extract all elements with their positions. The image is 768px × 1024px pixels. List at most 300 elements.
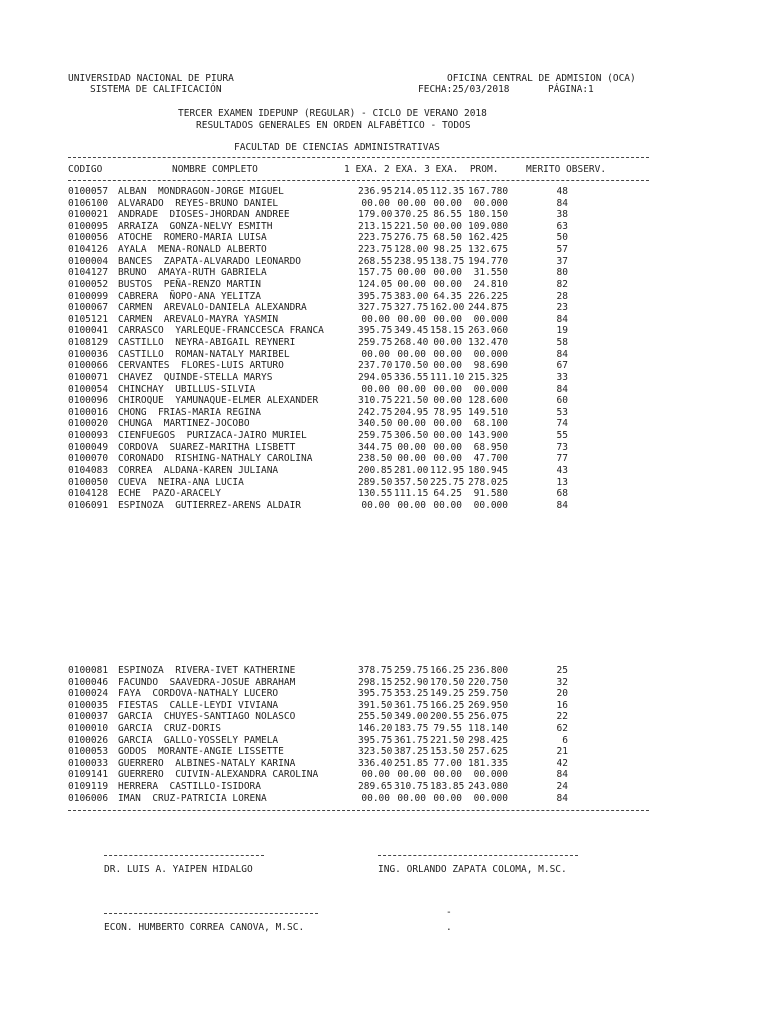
table-row bbox=[68, 325, 658, 337]
merit-rank: 60 bbox=[556, 395, 568, 407]
exam-3-score: 183.85 bbox=[430, 781, 465, 792]
student-name: FIESTAS CALLE-LEYDI VIVIANA bbox=[118, 699, 279, 711]
exam-3-score: 77.00 bbox=[433, 757, 462, 769]
exam-3-score: 225.75 bbox=[430, 476, 465, 488]
table-row bbox=[68, 279, 658, 291]
student-name: CARRASCO YARLEQUE-FRANCCESCA FRANCA bbox=[118, 325, 324, 337]
student-code: 0105121 bbox=[68, 313, 109, 325]
merit-rank: 37 bbox=[556, 255, 568, 267]
student-code: 0100066 bbox=[68, 360, 109, 372]
average-score: 194.770 bbox=[468, 255, 509, 267]
exam-2-score: 238.95 bbox=[394, 255, 429, 267]
signature-line-1 bbox=[104, 855, 264, 856]
table-row bbox=[68, 700, 658, 712]
exam-3-score: 00.00 bbox=[433, 441, 462, 453]
exam-1-score: 289.65 bbox=[358, 781, 393, 792]
exam-1-score: 00.00 bbox=[361, 499, 390, 511]
merit-rank: 63 bbox=[556, 220, 568, 232]
exam-2-score: 00.00 bbox=[397, 453, 426, 465]
exam-1-score: 268.55 bbox=[358, 255, 393, 267]
table-row bbox=[68, 488, 658, 500]
signatory-2: ING. ORLANDO ZAPATA COLOMA, M.SC. bbox=[378, 864, 567, 875]
table-row bbox=[68, 430, 658, 442]
student-code: 0106006 bbox=[68, 792, 109, 804]
student-name: GARCIA CRUZ-DORIS bbox=[118, 723, 221, 734]
student-code: 0100095 bbox=[68, 220, 109, 232]
merit-rank: 84 bbox=[556, 197, 568, 209]
merit-rank: 84 bbox=[556, 769, 568, 781]
student-code: 0104127 bbox=[68, 267, 109, 279]
exam-1-score: 391.50 bbox=[358, 699, 393, 711]
student-code: 0100057 bbox=[68, 186, 109, 197]
table-row bbox=[68, 337, 658, 349]
student-name: CASTILLO ROMAN-NATALY MARIBEL bbox=[118, 348, 290, 360]
exam-3-score: 00.00 bbox=[433, 395, 462, 407]
exam-3-score: 64.35 bbox=[433, 290, 462, 302]
exam-3-score: 00.00 bbox=[433, 337, 462, 349]
header-rule-bottom bbox=[68, 180, 649, 181]
student-name: GODOS MORANTE-ANGIE LISSETTE bbox=[118, 746, 284, 758]
exam-1-score: 344.75 bbox=[358, 441, 393, 453]
exam-2-score: 00.00 bbox=[397, 792, 426, 804]
student-code: 0106100 bbox=[68, 197, 109, 209]
merit-rank: 77 bbox=[556, 453, 568, 465]
student-name: ESPINOZA GUTIERREZ-ARENS ALDAIR bbox=[118, 499, 302, 511]
exam-2-score: 306.50 bbox=[394, 430, 429, 442]
student-name: IMAN CRUZ-PATRICIA LORENA bbox=[118, 792, 267, 804]
exam-3-score: 166.25 bbox=[430, 699, 465, 711]
exam-3-score: 138.75 bbox=[430, 255, 465, 267]
exam-1-score: 298.15 bbox=[358, 676, 393, 688]
exam-1-score: 00.00 bbox=[361, 792, 390, 804]
average-score: 143.900 bbox=[468, 430, 509, 442]
col-codigo: CODIGO bbox=[68, 164, 103, 175]
table-row bbox=[68, 198, 658, 210]
exam-2-score: 170.50 bbox=[394, 360, 429, 372]
student-code: 0100093 bbox=[68, 430, 109, 442]
table-row bbox=[68, 360, 658, 372]
average-score: 236.800 bbox=[468, 665, 509, 676]
exam-1-score: 124.05 bbox=[358, 278, 393, 290]
student-name: ARRAIZA GONZA-NELVY ESMITH bbox=[118, 220, 273, 232]
student-code: 0100026 bbox=[68, 734, 109, 746]
student-name: ATOCHE ROMERO-MARIA LUISA bbox=[118, 232, 267, 244]
signature-line-3 bbox=[104, 913, 318, 914]
merit-rank: 43 bbox=[556, 464, 568, 476]
student-code: 0100099 bbox=[68, 290, 109, 302]
exam-3-score: 112.35 bbox=[430, 186, 465, 197]
exam-3-score: 166.25 bbox=[430, 665, 465, 676]
merit-rank: 32 bbox=[556, 676, 568, 688]
exam-2-score: 281.00 bbox=[394, 464, 429, 476]
average-score: 00.000 bbox=[473, 769, 508, 781]
exam-2-score: 276.75 bbox=[394, 232, 429, 244]
merit-rank: 25 bbox=[556, 665, 568, 676]
merit-rank: 20 bbox=[556, 688, 568, 700]
exam-2-score: 00.00 bbox=[397, 499, 426, 511]
merit-rank: 21 bbox=[556, 746, 568, 758]
merit-rank: 84 bbox=[556, 313, 568, 325]
exam-2-score: 251.85 bbox=[394, 757, 429, 769]
average-score: 259.750 bbox=[468, 688, 509, 700]
average-score: 24.810 bbox=[473, 278, 508, 290]
exam-1-score: 327.75 bbox=[358, 302, 393, 314]
student-name: CORREA ALDANA-KAREN JULIANA bbox=[118, 464, 279, 476]
exam-1-score: 236.95 bbox=[358, 186, 393, 197]
signature-line-4: - bbox=[446, 907, 452, 918]
exam-1-score: 00.00 bbox=[361, 313, 390, 325]
average-score: 68.100 bbox=[473, 418, 508, 430]
average-score: 47.700 bbox=[473, 453, 508, 465]
student-code: 0100033 bbox=[68, 757, 109, 769]
average-score: 167.780 bbox=[468, 186, 509, 197]
student-code: 0104128 bbox=[68, 488, 109, 500]
exam-2-score: 221.50 bbox=[394, 220, 429, 232]
exam-3-score: 00.00 bbox=[433, 453, 462, 465]
table-row bbox=[68, 244, 658, 256]
average-score: 220.750 bbox=[468, 676, 509, 688]
student-name: ESPINOZA RIVERA-IVET KATHERINE bbox=[118, 665, 296, 676]
table-row bbox=[68, 500, 658, 512]
merit-rank: 73 bbox=[556, 441, 568, 453]
student-code: 0104126 bbox=[68, 244, 109, 256]
page-number: PÁGINA:1 bbox=[548, 84, 594, 95]
student-name: CORONADO RISHING-NATHALY CAROLINA bbox=[118, 453, 313, 465]
merit-rank: 84 bbox=[556, 348, 568, 360]
average-score: 215.325 bbox=[468, 371, 509, 383]
student-code: 0100056 bbox=[68, 232, 109, 244]
exam-3-score: 64.25 bbox=[433, 488, 462, 500]
student-code: 0100037 bbox=[68, 711, 109, 723]
average-score: 128.600 bbox=[468, 395, 509, 407]
exam-3-score: 79.55 bbox=[433, 723, 462, 734]
table-row bbox=[68, 711, 658, 723]
exam-2-score: 111.15 bbox=[394, 488, 429, 500]
exam-2-score: 310.75 bbox=[394, 781, 429, 792]
student-name: ALVARADO REYES-BRUNO DANIEL bbox=[118, 197, 279, 209]
student-code: 0108129 bbox=[68, 337, 109, 349]
exam-3-score: 00.00 bbox=[433, 430, 462, 442]
student-name: AYALA MENA-RONALD ALBERTO bbox=[118, 244, 267, 256]
average-score: 132.675 bbox=[468, 244, 509, 256]
exam-1-score: 237.70 bbox=[358, 360, 393, 372]
student-code: 0109119 bbox=[68, 781, 109, 792]
table-row bbox=[68, 256, 658, 268]
exam-title: TERCER EXAMEN IDEPUNP (REGULAR) - CICLO DE VERANO 2018 bbox=[178, 108, 487, 119]
merit-rank: 19 bbox=[556, 325, 568, 337]
exam-1-score: 223.75 bbox=[358, 244, 393, 256]
merit-rank: 62 bbox=[556, 723, 568, 734]
average-score: 298.425 bbox=[468, 734, 509, 746]
exam-1-score: 395.75 bbox=[358, 325, 393, 337]
student-name: CHONG FRIAS-MARIA REGINA bbox=[118, 406, 261, 418]
exam-2-score: 00.00 bbox=[397, 267, 426, 279]
exam-2-score: 327.75 bbox=[394, 302, 429, 314]
student-code: 0100096 bbox=[68, 395, 109, 407]
student-name: CUEVA NEIRA-ANA LUCIA bbox=[118, 476, 244, 488]
student-name: CERVANTES FLORES-LUIS ARTURO bbox=[118, 360, 284, 372]
average-score: 00.000 bbox=[473, 792, 508, 804]
col-scores: 1 EXA. 2 EXA. 3 EXA. PROM. bbox=[344, 164, 499, 175]
exam-1-score: 336.40 bbox=[358, 757, 393, 769]
table-row bbox=[68, 665, 658, 677]
table-row bbox=[68, 232, 658, 244]
student-code: 0100041 bbox=[68, 325, 109, 337]
student-code: 0100016 bbox=[68, 406, 109, 418]
exam-1-score: 00.00 bbox=[361, 348, 390, 360]
table-row bbox=[68, 781, 658, 793]
university-name: UNIVERSIDAD NACIONAL DE PIURA bbox=[68, 73, 234, 84]
exam-1-score: 00.00 bbox=[361, 197, 390, 209]
exam-1-score: 242.75 bbox=[358, 406, 393, 418]
table-row bbox=[68, 407, 658, 419]
average-score: 269.950 bbox=[468, 699, 509, 711]
exam-2-score: 00.00 bbox=[397, 348, 426, 360]
col-merito: MERITO OBSERV. bbox=[526, 164, 607, 175]
table-row bbox=[68, 793, 658, 805]
exam-1-score: 255.50 bbox=[358, 711, 393, 723]
student-name: CHUNGA MARTINEZ-JOCOBO bbox=[118, 418, 250, 430]
exam-2-score: 383.00 bbox=[394, 290, 429, 302]
student-name: BUSTOS PEÑA-RENZO MARTIN bbox=[118, 278, 261, 290]
student-name: CARMEN AREVALO-MAYRA YASMIN bbox=[118, 313, 279, 325]
office-name: OFICINA CENTRAL DE ADMISION (OCA) bbox=[447, 73, 636, 84]
exam-3-score: 112.95 bbox=[430, 464, 465, 476]
table-row bbox=[68, 384, 658, 396]
student-code: 0100049 bbox=[68, 441, 109, 453]
student-name: CARMEN AREVALO-DANIELA ALEXANDRA bbox=[118, 302, 307, 314]
exam-1-score: 200.85 bbox=[358, 464, 393, 476]
student-name: CABRERA ÑOPO-ANA YELITZA bbox=[118, 290, 261, 302]
student-name: BANCES ZAPATA-ALVARADO LEONARDO bbox=[118, 255, 302, 267]
exam-3-score: 00.00 bbox=[433, 220, 462, 232]
table-row bbox=[68, 453, 658, 465]
col-nombre: NOMBRE COMPLETO bbox=[172, 164, 258, 175]
student-name: CHAVEZ QUINDE-STELLA MARYS bbox=[118, 371, 273, 383]
exam-3-score: 00.00 bbox=[433, 499, 462, 511]
merit-rank: 38 bbox=[556, 209, 568, 221]
exam-2-score: 357.50 bbox=[394, 476, 429, 488]
student-name: GUERRERO ALBINES-NATALY KARINA bbox=[118, 757, 296, 769]
merit-rank: 50 bbox=[556, 232, 568, 244]
student-name: CHIROQUE YAMUNAQUE-ELMER ALEXANDER bbox=[118, 395, 319, 407]
exam-2-score: 00.00 bbox=[397, 418, 426, 430]
merit-rank: 80 bbox=[556, 267, 568, 279]
exam-3-score: 00.00 bbox=[433, 197, 462, 209]
merit-rank: 16 bbox=[556, 699, 568, 711]
exam-3-score: 78.95 bbox=[433, 406, 462, 418]
average-score: 98.690 bbox=[473, 360, 508, 372]
exam-1-score: 00.00 bbox=[361, 769, 390, 781]
exam-2-score: 00.00 bbox=[397, 441, 426, 453]
merit-rank: 84 bbox=[556, 792, 568, 804]
average-score: 181.335 bbox=[468, 757, 509, 769]
student-code: 0100053 bbox=[68, 746, 109, 758]
average-score: 31.550 bbox=[473, 267, 508, 279]
student-name: CIENFUEGOS PURIZACA-JAIRO MURIEL bbox=[118, 430, 307, 442]
exam-2-score: 00.00 bbox=[397, 278, 426, 290]
table-row bbox=[68, 395, 658, 407]
merit-rank: 84 bbox=[556, 499, 568, 511]
exam-3-score: 111.10 bbox=[430, 371, 465, 383]
average-score: 256.075 bbox=[468, 711, 509, 723]
exam-3-score: 98.25 bbox=[433, 244, 462, 256]
exam-1-score: 00.00 bbox=[361, 383, 390, 395]
exam-1-score: 259.75 bbox=[358, 337, 393, 349]
student-name: FACUNDO SAAVEDRA-JOSUE ABRAHAM bbox=[118, 676, 296, 688]
student-code: 0100046 bbox=[68, 676, 109, 688]
exam-1-score: 223.75 bbox=[358, 232, 393, 244]
average-score: 149.510 bbox=[468, 406, 509, 418]
exam-2-score: 370.25 bbox=[394, 209, 429, 221]
exam-3-score: 00.00 bbox=[433, 792, 462, 804]
table-row bbox=[68, 418, 658, 430]
average-score: 257.625 bbox=[468, 746, 509, 758]
table-row bbox=[68, 349, 658, 361]
merit-rank: 57 bbox=[556, 244, 568, 256]
table-header bbox=[68, 164, 658, 176]
student-name: HERRERA CASTILLO-ISIDORA bbox=[118, 781, 261, 792]
table-row bbox=[68, 688, 658, 700]
table-row bbox=[68, 723, 658, 735]
student-code: 0100020 bbox=[68, 418, 109, 430]
table-row bbox=[68, 314, 658, 326]
student-name: CASTILLO NEYRA-ABIGAIL REYNERI bbox=[118, 337, 296, 349]
average-score: 118.140 bbox=[468, 723, 509, 734]
student-code: 0100052 bbox=[68, 278, 109, 290]
exam-2-score: 00.00 bbox=[397, 769, 426, 781]
student-name: FAYA CORDOVA-NATHALY LUCERO bbox=[118, 688, 279, 700]
exam-3-score: 00.00 bbox=[433, 348, 462, 360]
table-row bbox=[68, 746, 658, 758]
merit-rank: 82 bbox=[556, 278, 568, 290]
exam-1-score: 259.75 bbox=[358, 430, 393, 442]
exam-2-score: 214.05 bbox=[394, 186, 429, 197]
exam-3-score: 162.00 bbox=[430, 302, 465, 314]
exam-1-score: 395.75 bbox=[358, 290, 393, 302]
exam-1-score: 130.55 bbox=[358, 488, 393, 500]
faculty-name: FACULTAD DE CIENCIAS ADMINISTRATIVAS bbox=[234, 142, 440, 153]
student-code: 0104083 bbox=[68, 464, 109, 476]
student-code: 0100050 bbox=[68, 476, 109, 488]
average-score: 243.080 bbox=[468, 781, 509, 792]
student-code: 0100036 bbox=[68, 348, 109, 360]
exam-2-score: 128.00 bbox=[394, 244, 429, 256]
merit-rank: 68 bbox=[556, 488, 568, 500]
exam-3-score: 200.55 bbox=[430, 711, 465, 723]
exam-1-score: 238.50 bbox=[358, 453, 393, 465]
student-name: ALBAN MONDRAGON-JORGE MIGUEL bbox=[118, 186, 284, 197]
merit-rank: 58 bbox=[556, 337, 568, 349]
table-row bbox=[68, 677, 658, 689]
merit-rank: 53 bbox=[556, 406, 568, 418]
merit-rank: 28 bbox=[556, 290, 568, 302]
average-score: 00.000 bbox=[473, 383, 508, 395]
merit-rank: 67 bbox=[556, 360, 568, 372]
average-score: 226.225 bbox=[468, 290, 509, 302]
signature-line-2 bbox=[378, 855, 578, 856]
table-row bbox=[68, 758, 658, 770]
student-code: 0100010 bbox=[68, 723, 109, 734]
table-row bbox=[68, 372, 658, 384]
average-score: 00.000 bbox=[473, 348, 508, 360]
signatory-3: ECON. HUMBERTO CORREA CANOVA, M.SC. bbox=[104, 922, 305, 933]
exam-1-score: 213.15 bbox=[358, 220, 393, 232]
student-name: CORDOVA SUAREZ-MARITHA LISBETT bbox=[118, 441, 296, 453]
exam-3-score: 68.50 bbox=[433, 232, 462, 244]
exam-3-score: 153.50 bbox=[430, 746, 465, 758]
average-score: 180.150 bbox=[468, 209, 509, 221]
exam-1-score: 289.50 bbox=[358, 476, 393, 488]
table-row bbox=[68, 209, 658, 221]
exam-3-score: 86.55 bbox=[433, 209, 462, 221]
average-score: 00.000 bbox=[473, 197, 508, 209]
average-score: 00.000 bbox=[473, 499, 508, 511]
average-score: 180.945 bbox=[468, 464, 509, 476]
exam-1-score: 378.75 bbox=[358, 665, 393, 676]
average-score: 162.425 bbox=[468, 232, 509, 244]
exam-2-score: 221.50 bbox=[394, 395, 429, 407]
table-rule-end bbox=[68, 810, 649, 811]
exam-3-score: 221.50 bbox=[430, 734, 465, 746]
table-row bbox=[68, 186, 658, 198]
student-code: 0100054 bbox=[68, 383, 109, 395]
report-date: FECHA:25/03/2018 bbox=[418, 84, 510, 95]
exam-2-score: 349.00 bbox=[394, 711, 429, 723]
exam-3-score: 170.50 bbox=[430, 676, 465, 688]
header-rule-top bbox=[68, 157, 649, 158]
merit-rank: 22 bbox=[556, 711, 568, 723]
average-score: 00.000 bbox=[473, 313, 508, 325]
exam-1-score: 179.00 bbox=[358, 209, 393, 221]
exam-2-score: 268.40 bbox=[394, 337, 429, 349]
student-code: 0109141 bbox=[68, 769, 109, 781]
table-row bbox=[68, 735, 658, 747]
student-code: 0106091 bbox=[68, 499, 109, 511]
exam-2-score: 00.00 bbox=[397, 313, 426, 325]
exam-2-score: 204.95 bbox=[394, 406, 429, 418]
student-name: GARCIA CHUYES-SANTIAGO NOLASCO bbox=[118, 711, 296, 723]
student-code: 0100081 bbox=[68, 665, 109, 676]
student-code: 0100004 bbox=[68, 255, 109, 267]
exam-3-score: 00.00 bbox=[433, 267, 462, 279]
table-row bbox=[68, 769, 658, 781]
merit-rank: 84 bbox=[556, 383, 568, 395]
exam-3-score: 00.00 bbox=[433, 769, 462, 781]
exam-3-score: 00.00 bbox=[433, 278, 462, 290]
exam-2-score: 259.75 bbox=[394, 665, 429, 676]
student-name: GARCIA GALLO-YOSSELY PAMELA bbox=[118, 734, 279, 746]
merit-rank: 13 bbox=[556, 476, 568, 488]
exam-2-score: 349.45 bbox=[394, 325, 429, 337]
system-name: SISTEMA DE CALIFICACIÓN bbox=[90, 84, 222, 95]
exam-2-score: 00.00 bbox=[397, 197, 426, 209]
student-code: 0100035 bbox=[68, 699, 109, 711]
merit-rank: 6 bbox=[562, 734, 568, 746]
exam-1-score: 340.50 bbox=[358, 418, 393, 430]
exam-3-score: 149.25 bbox=[430, 688, 465, 700]
exam-2-score: 183.75 bbox=[394, 723, 429, 734]
merit-rank: 74 bbox=[556, 418, 568, 430]
exam-3-score: 00.00 bbox=[433, 360, 462, 372]
exam-3-score: 00.00 bbox=[433, 313, 462, 325]
exam-2-score: 353.25 bbox=[394, 688, 429, 700]
exam-1-score: 395.75 bbox=[358, 734, 393, 746]
student-code: 0100021 bbox=[68, 209, 109, 221]
table-row bbox=[68, 465, 658, 477]
exam-1-score: 310.75 bbox=[358, 395, 393, 407]
exam-1-score: 395.75 bbox=[358, 688, 393, 700]
